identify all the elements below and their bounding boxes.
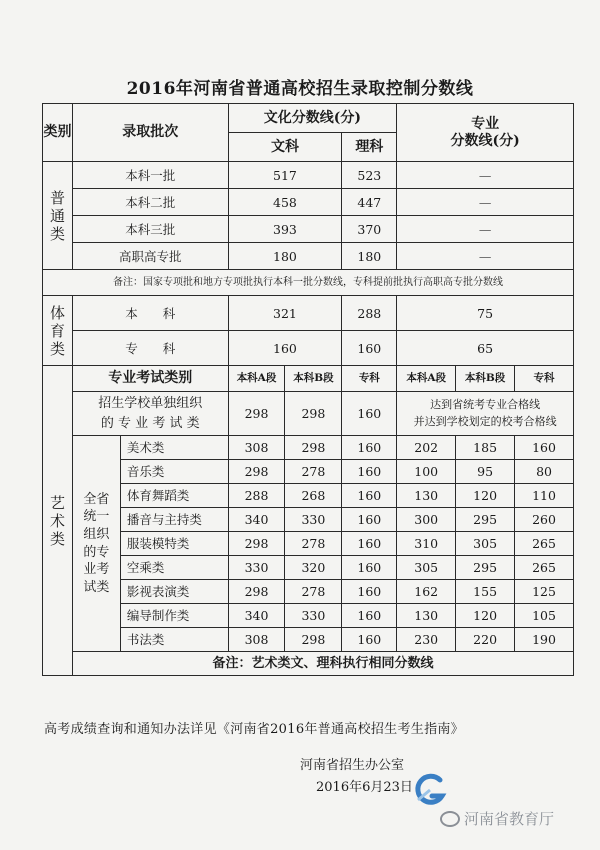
art-note: 备注：艺术类文、理科执行相同分数线 — [72, 652, 573, 676]
art-row-mc: 160 — [515, 436, 574, 460]
sports-row-name: 专 科 — [72, 331, 228, 366]
page-title: 2016年河南省普通高校招生录取控制分数线 — [126, 79, 474, 99]
art-row-b: 298 — [285, 628, 342, 652]
art-single-a: 298 — [228, 392, 285, 436]
art-row-c: 160 — [342, 508, 397, 532]
sports-row-arts: 321 — [228, 296, 342, 331]
art-row-mb: 220 — [456, 628, 515, 652]
art-row-a: 298 — [228, 460, 285, 484]
art-header-type: 专业考试类别 — [72, 366, 228, 392]
art-row-mb: 155 — [456, 580, 515, 604]
art-single-c: 160 — [342, 392, 397, 436]
art-row-ma: 310 — [397, 532, 456, 556]
general-row-name: 高职高专批 — [72, 243, 228, 270]
art-row-a: 308 — [228, 628, 285, 652]
general-row-science: 447 — [342, 189, 397, 216]
watermark — [440, 808, 554, 829]
art-row-name: 播音与主持类 — [120, 508, 228, 532]
art-row-name: 美术类 — [120, 436, 228, 460]
art-row-mc: 260 — [515, 508, 574, 532]
sports-row-arts: 160 — [228, 331, 342, 366]
art-category-label: 艺 术 类 — [43, 366, 73, 676]
art-row-ma: 130 — [397, 604, 456, 628]
art-row-name: 音乐类 — [120, 460, 228, 484]
art-row-b: 278 — [285, 532, 342, 556]
general-row-major: — — [397, 189, 574, 216]
art-row-mc: 110 — [515, 484, 574, 508]
art-row-c: 160 — [342, 556, 397, 580]
sports-row-major: 65 — [397, 331, 574, 366]
art-row-a: 298 — [228, 580, 285, 604]
general-row-name: 本科一批 — [72, 162, 228, 189]
art-unified-label: 全省 统一 组织 的专 业考 试类 — [72, 436, 120, 652]
art-row-name: 服装模特类 — [120, 532, 228, 556]
art-row-c: 160 — [342, 436, 397, 460]
art-row-a: 340 — [228, 604, 285, 628]
art-row-ma: 305 — [397, 556, 456, 580]
sports-row-major: 75 — [397, 296, 574, 331]
general-row-major: — — [397, 243, 574, 270]
art-row-mb: 185 — [456, 436, 515, 460]
general-row-arts: 180 — [228, 243, 342, 270]
issue-date: 2016年6月23日 — [316, 780, 413, 795]
art-row-a: 288 — [228, 484, 285, 508]
art-single-major: 达到省统考专业合格线 并达到学校划定的校考合格线 — [397, 392, 574, 436]
watermark-text: 河南省教育厅 — [464, 810, 555, 828]
general-row-arts: 393 — [228, 216, 342, 243]
art-header-c: 专科 — [342, 366, 397, 392]
art-row-mb: 305 — [456, 532, 515, 556]
art-row-mc: 80 — [515, 460, 574, 484]
art-row-a: 298 — [228, 532, 285, 556]
art-row-b: 278 — [285, 460, 342, 484]
sports-category-label: 体 育 类 — [43, 296, 73, 366]
art-row-mc: 125 — [515, 580, 574, 604]
general-row-science: 180 — [342, 243, 397, 270]
art-row-ma: 300 — [397, 508, 456, 532]
art-header-ma: 本科A段 — [397, 366, 456, 392]
header-arts: 文科 — [228, 133, 342, 162]
footer-note: 高考成绩查询和通知办法详见《河南省2016年普通高校招生考生指南》 — [44, 722, 464, 737]
general-row-science: 523 — [342, 162, 397, 189]
art-row-mc: 265 — [515, 556, 574, 580]
art-row-a: 340 — [228, 508, 285, 532]
art-row-b: 298 — [285, 436, 342, 460]
art-row-mb: 295 — [456, 508, 515, 532]
sports-row-science: 160 — [342, 331, 397, 366]
art-header-mc: 专科 — [515, 366, 574, 392]
art-header-b: 本科B段 — [285, 366, 342, 392]
art-row-b: 268 — [285, 484, 342, 508]
art-row-name: 书法类 — [120, 628, 228, 652]
art-row-b: 330 — [285, 604, 342, 628]
general-row-science: 370 — [342, 216, 397, 243]
score-table — [42, 103, 574, 676]
art-row-b: 330 — [285, 508, 342, 532]
general-row-name: 本科二批 — [72, 189, 228, 216]
art-row-c: 160 — [342, 484, 397, 508]
art-row-c: 160 — [342, 460, 397, 484]
art-header-a: 本科A段 — [228, 366, 285, 392]
art-row-mb: 295 — [456, 556, 515, 580]
art-row-b: 320 — [285, 556, 342, 580]
art-row-b: 278 — [285, 580, 342, 604]
art-row-ma: 130 — [397, 484, 456, 508]
art-row-mb: 120 — [456, 604, 515, 628]
art-header-mb: 本科B段 — [456, 366, 515, 392]
general-row-major: — — [397, 162, 574, 189]
art-row-mc: 105 — [515, 604, 574, 628]
header-science: 理科 — [342, 133, 397, 162]
art-row-c: 160 — [342, 604, 397, 628]
art-row-mb: 95 — [456, 460, 515, 484]
art-row-name: 编导制作类 — [120, 604, 228, 628]
header-batch: 录取批次 — [72, 104, 228, 162]
art-row-a: 308 — [228, 436, 285, 460]
art-row-ma: 162 — [397, 580, 456, 604]
general-row-arts: 458 — [228, 189, 342, 216]
header-major: 专业 分数线(分) — [397, 104, 574, 162]
header-culture: 文化分数线(分) — [228, 104, 397, 133]
sports-row-science: 288 — [342, 296, 397, 331]
header-category: 类别 — [43, 104, 73, 162]
art-row-ma: 100 — [397, 460, 456, 484]
general-row-name: 本科三批 — [72, 216, 228, 243]
art-row-name: 体育舞蹈类 — [120, 484, 228, 508]
art-row-name: 影视表演类 — [120, 580, 228, 604]
art-single-b: 298 — [285, 392, 342, 436]
art-row-ma: 202 — [397, 436, 456, 460]
general-row-major: — — [397, 216, 574, 243]
art-row-ma: 230 — [397, 628, 456, 652]
general-note: 备注：国家专项批和地方专项批执行本科一批分数线，专科提前批执行高职高专批分数线 — [43, 270, 574, 296]
art-single-name: 招生学校单独组织 的 专 业 考 试 类 — [72, 392, 228, 436]
art-row-mc: 190 — [515, 628, 574, 652]
watermark-logo-icon — [410, 770, 450, 810]
issuing-office: 河南省招生办公室 — [300, 758, 405, 773]
art-row-c: 160 — [342, 580, 397, 604]
art-row-a: 330 — [228, 556, 285, 580]
art-row-mb: 120 — [456, 484, 515, 508]
general-row-arts: 517 — [228, 162, 342, 189]
art-row-name: 空乘类 — [120, 556, 228, 580]
art-row-c: 160 — [342, 532, 397, 556]
art-row-mc: 265 — [515, 532, 574, 556]
sports-row-name: 本 科 — [72, 296, 228, 331]
wechat-icon — [440, 811, 460, 827]
general-category-label: 普 通 类 — [43, 162, 73, 270]
art-row-c: 160 — [342, 628, 397, 652]
